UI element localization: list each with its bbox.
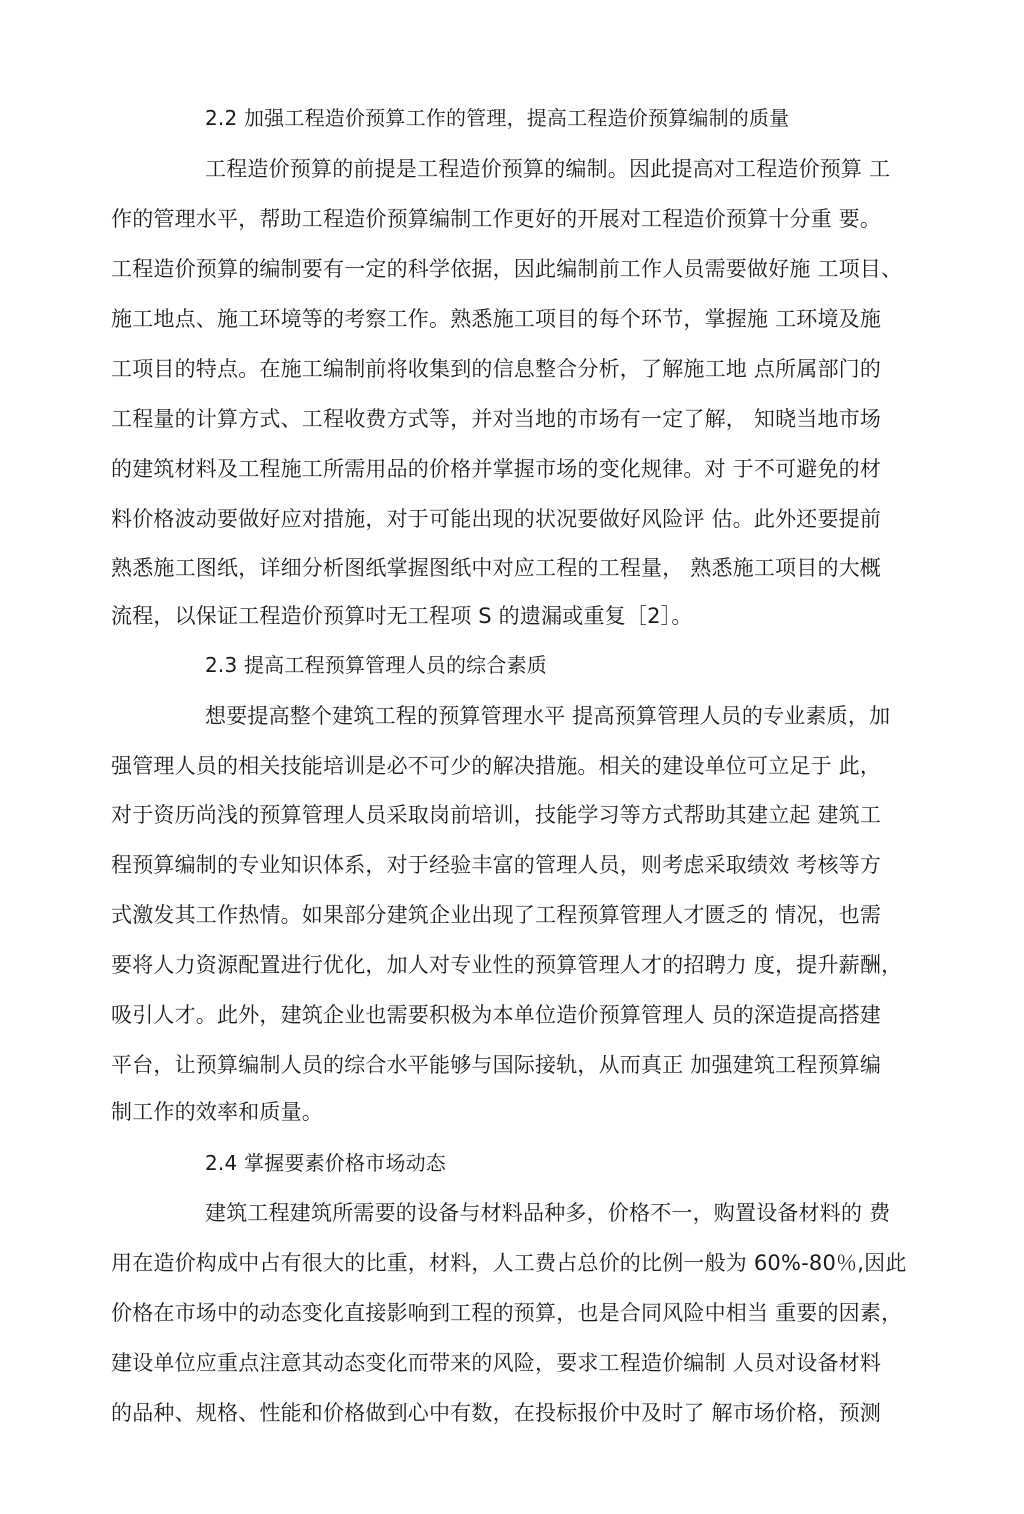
paragraph-line: 料价格波动要做好应对措施，对于可能出现的状况要做好风险评 估。此外还要提前: [111, 507, 882, 531]
paragraph-line: 施工地点、施工环境等的考察工作。熟悉施工项目的每个环节，掌握施 工环境及施: [111, 307, 882, 331]
paragraph-line: 要将人力资源配置进行优化，加人对专业性的预算管理人才的招聘力 度，提升薪酬，: [111, 953, 903, 977]
paragraph-line: 熟悉施工图纸，详细分析图纸掌握图纸中对应工程的工程量， 熟悉施工项目的大概: [111, 556, 882, 580]
paragraph-line: 的品种、规格、性能和价格做到心中有数，在投标报价中及时了 解市场价格，预测: [111, 1401, 882, 1425]
paragraph-line: 式激发其工作热情。如果部分建筑企业出现了工程预算管理人才匮乏的 情况，也需: [111, 903, 882, 927]
paragraph-line: 工程造价预算的前提是工程造价预算的编制。因此提高对工程造价预算 工: [205, 157, 891, 181]
section-heading-2-4: 2.4 掌握要素价格市场动态: [205, 1151, 446, 1175]
paragraph-line: 的建筑材料及工程施工所需用品的价格并掌握市场的变化规律。对 于不可避免的材: [111, 457, 882, 481]
section-heading-2-2: 2.2 加强工程造价预算工作的管理，提高工程造价预算编制的质量: [205, 106, 790, 130]
paragraph-line: 工程量的计算方式、工程收费方式等，并对当地的市场有一定了解， 知晓当地市场: [111, 407, 882, 431]
paragraph-line: 程预算编制的专业知识体系，对于经验丰富的管理人员，则考虑采取绩效 考核等方: [111, 853, 882, 877]
paragraph-line: 吸引人才。此外，建筑企业也需要积极为本单位造价预算管理人 员的深造提高搭建: [111, 1003, 882, 1027]
paragraph-line: 建筑工程建筑所需要的设备与材料品种多，价格不一，购置设备材料的 费: [205, 1201, 891, 1225]
paragraph-line: 对于资历尚浅的预算管理人员采取岗前培训，技能学习等方式帮助其建立起 建筑工: [111, 803, 882, 827]
section-heading-2-3: 2.3 提高工程预算管理人员的综合素质: [205, 653, 547, 677]
paragraph-line: 想要提高整个建筑工程的预算管理水平 提高预算管理人员的专业素质，加: [205, 704, 891, 728]
paragraph-line: 强管理人员的相关技能培训是必不可少的解决措施。相关的建设单位可立足于 此，: [111, 754, 882, 778]
paragraph-line: 工项目的特点。在施工编制前将收集到的信息整合分析，了解施工地 点所属部门的: [111, 357, 882, 381]
paragraph-line: 工程造价预算的编制要有一定的科学依据，因此编制前工作人员需要做好施 工项目、: [111, 257, 903, 281]
paragraph-line: 建设单位应重点注意其动态变化而带来的风险，要求工程造价编制 人员对设备材料: [111, 1351, 882, 1375]
paragraph-line: 作的管理水平，帮助工程造价预算编制工作更好的开展对工程造价预算十分重 要。: [111, 207, 882, 231]
paragraph-line: 用在造价构成中占有很大的比重，材料，人工费占总价的比例一般为 60%-80％,因此: [111, 1251, 907, 1275]
paragraph-line: 流程，以保证工程造价预算吋无工程项 S 的遗漏或重复［2］。: [111, 604, 693, 628]
paragraph-line: 价格在市场中的动态变化直接影响到工程的预算，也是合同风险中相当 重要的因素，: [111, 1301, 903, 1325]
paragraph-line: 平台，让预算编制人员的综合水平能够与国际接轨，从而真正 加强建筑工程预算编: [111, 1053, 882, 1077]
paragraph-line: 制工作的效率和质量。: [111, 1100, 323, 1124]
